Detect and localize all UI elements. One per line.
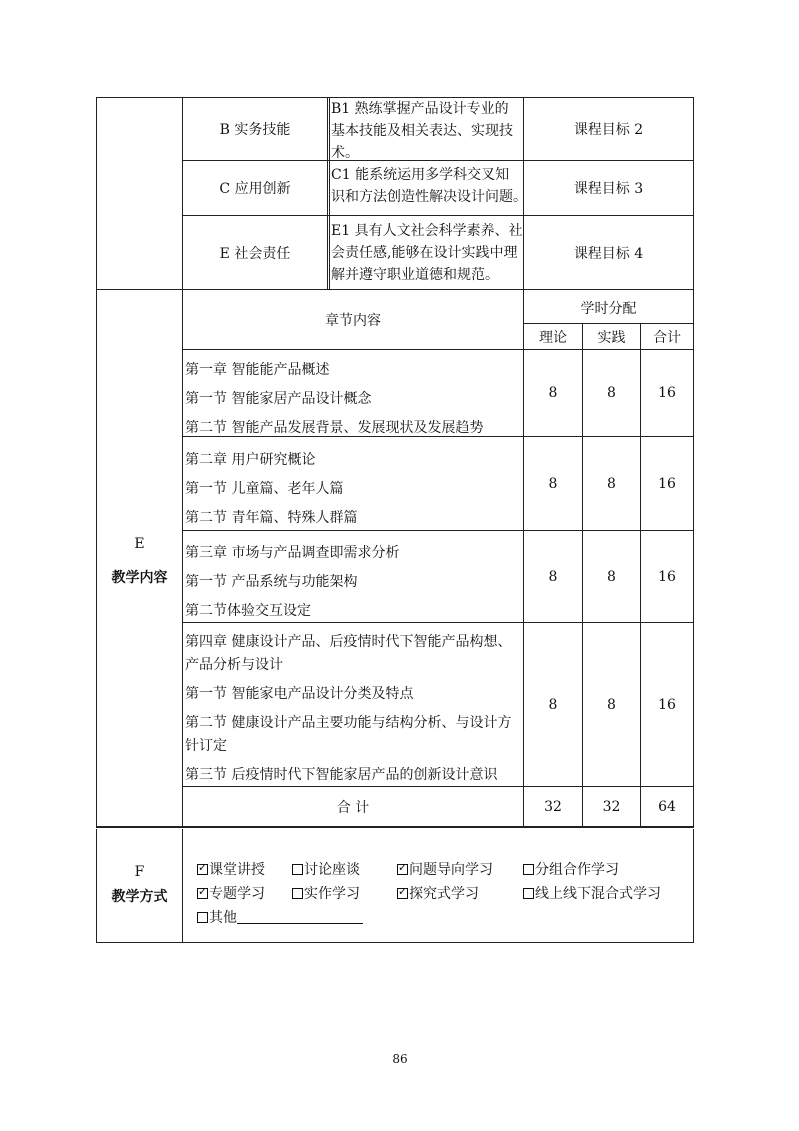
option-label: 讨论座谈	[304, 862, 360, 878]
option-label: 专题学习	[209, 886, 265, 902]
total-hours: 16	[658, 696, 676, 713]
sum-total: 64	[658, 799, 676, 815]
total-hours: 16	[658, 568, 676, 585]
objective-desc	[331, 220, 527, 286]
page-number: 86	[392, 1052, 408, 1066]
chapter-line: 第三章 市场与产品调查即需求分析	[185, 545, 400, 561]
objective-target: 课程目标 2	[573, 122, 644, 138]
header-theory: 理论	[539, 329, 567, 346]
other-blank-field[interactable]	[237, 909, 363, 924]
header-total: 合计	[653, 329, 681, 346]
chapter-line: 第三节 后疫情时代下智能家居产品的创新设计意识	[185, 767, 498, 783]
practice-hours: 8	[607, 696, 616, 713]
option-label: 探究式学习	[409, 886, 479, 902]
theory-hours: 8	[548, 475, 558, 492]
desc-line: B1 熟练掌握产品设计专业的	[331, 101, 509, 117]
objective-target: 课程目标 4	[573, 245, 644, 262]
chapter-line: 第一节 智能家居产品设计概念	[185, 391, 372, 407]
checkbox-checked-icon[interactable]	[397, 888, 408, 899]
section-title: 教学内容	[111, 570, 168, 586]
chapter-line: 第二节 青年篇、特殊人群篇	[185, 510, 358, 526]
option-label: 课堂讲授	[209, 862, 265, 878]
objective-desc	[331, 164, 527, 208]
checkbox-unchecked-icon[interactable]	[523, 888, 534, 899]
option-label: 其他	[209, 910, 237, 926]
header-hours: 学时分配	[580, 300, 637, 317]
desc-line: 解并遵守职业道德和规范。	[331, 267, 499, 283]
sum-label: 合 计	[336, 800, 370, 816]
theory-hours: 8	[548, 385, 558, 401]
header-chapter: 章节内容	[325, 312, 381, 329]
chapter-line: 第二节 健康设计产品主要功能与结构分析、与设计方	[185, 715, 512, 731]
chapter-line: 第一章 智能能产品概述	[185, 362, 330, 378]
objective-desc	[331, 98, 527, 164]
desc-line: 基本技能及相关表达、实现技	[331, 123, 513, 139]
checkbox-unchecked-icon[interactable]	[292, 864, 303, 875]
option-label: 问题导向学习	[409, 862, 493, 878]
section-letter: F	[134, 864, 145, 880]
practice-hours: 8	[607, 385, 616, 401]
chapter-line: 第一节 智能家电产品设计分类及特点	[185, 686, 414, 702]
chapter-line: 针订定	[185, 738, 227, 754]
practice-hours: 8	[607, 475, 616, 492]
chapter-line: 第二章 用户研究概论	[185, 452, 316, 468]
method-option-problem-based[interactable]	[397, 859, 493, 879]
checkbox-checked-icon[interactable]	[197, 864, 208, 875]
option-label: 分组合作学习	[535, 862, 619, 878]
objective-target: 课程目标 3	[573, 181, 644, 197]
option-label: 线上线下混合式学习	[535, 886, 661, 902]
desc-line: 会责任感,能够在设计实践中理	[331, 245, 518, 261]
objective-label: E 社会责任	[219, 245, 291, 262]
checkbox-unchecked-icon[interactable]	[523, 864, 534, 875]
method-option-other[interactable]	[197, 907, 363, 927]
section-letter: E	[134, 536, 145, 552]
chapter-line: 第一节 儿童篇、老年人篇	[185, 481, 344, 497]
method-option-topic[interactable]	[197, 883, 265, 903]
chapter-line: 第一节 产品系统与功能架构	[185, 574, 358, 590]
method-option-inquiry[interactable]	[397, 883, 479, 903]
checkbox-unchecked-icon[interactable]	[197, 912, 208, 923]
method-option-practical[interactable]	[292, 883, 360, 903]
objective-label: B 实务技能	[219, 122, 291, 138]
chapter-line: 第二节 智能产品发展背景、发展现状及发展趋势	[185, 420, 484, 436]
method-option-group[interactable]	[523, 859, 619, 879]
sum-theory: 32	[544, 799, 562, 815]
section-title: 教学方式	[111, 889, 168, 905]
desc-line: 识和方法创造性解决设计问题。	[331, 189, 527, 205]
desc-line: C1 能系统运用多学科交叉知	[331, 167, 510, 183]
chapter-line: 产品分析与设计	[185, 657, 283, 673]
practice-hours: 8	[607, 568, 616, 585]
theory-hours: 8	[548, 568, 558, 585]
option-label: 实作学习	[304, 886, 360, 902]
method-option-discussion[interactable]	[292, 859, 360, 879]
checkbox-unchecked-icon[interactable]	[292, 888, 303, 899]
desc-line: E1 具有人文社会科学素养、社	[331, 223, 523, 239]
header-practice: 实践	[597, 329, 626, 346]
total-hours: 16	[658, 385, 676, 401]
desc-line: 术。	[331, 145, 359, 161]
theory-hours: 8	[548, 696, 558, 713]
checkbox-checked-icon[interactable]	[197, 888, 208, 899]
objective-label: C 应用创新	[219, 181, 291, 197]
chapter-line: 第四章 健康设计产品、后疫情时代下智能产品构想、	[185, 634, 512, 650]
checkbox-checked-icon[interactable]	[397, 864, 408, 875]
sum-practice: 32	[602, 799, 621, 815]
method-option-blended[interactable]	[523, 883, 661, 903]
total-hours: 16	[658, 475, 676, 492]
chapter-line: 第二节体验交互设定	[185, 603, 311, 619]
method-option-lecture[interactable]	[197, 859, 265, 879]
